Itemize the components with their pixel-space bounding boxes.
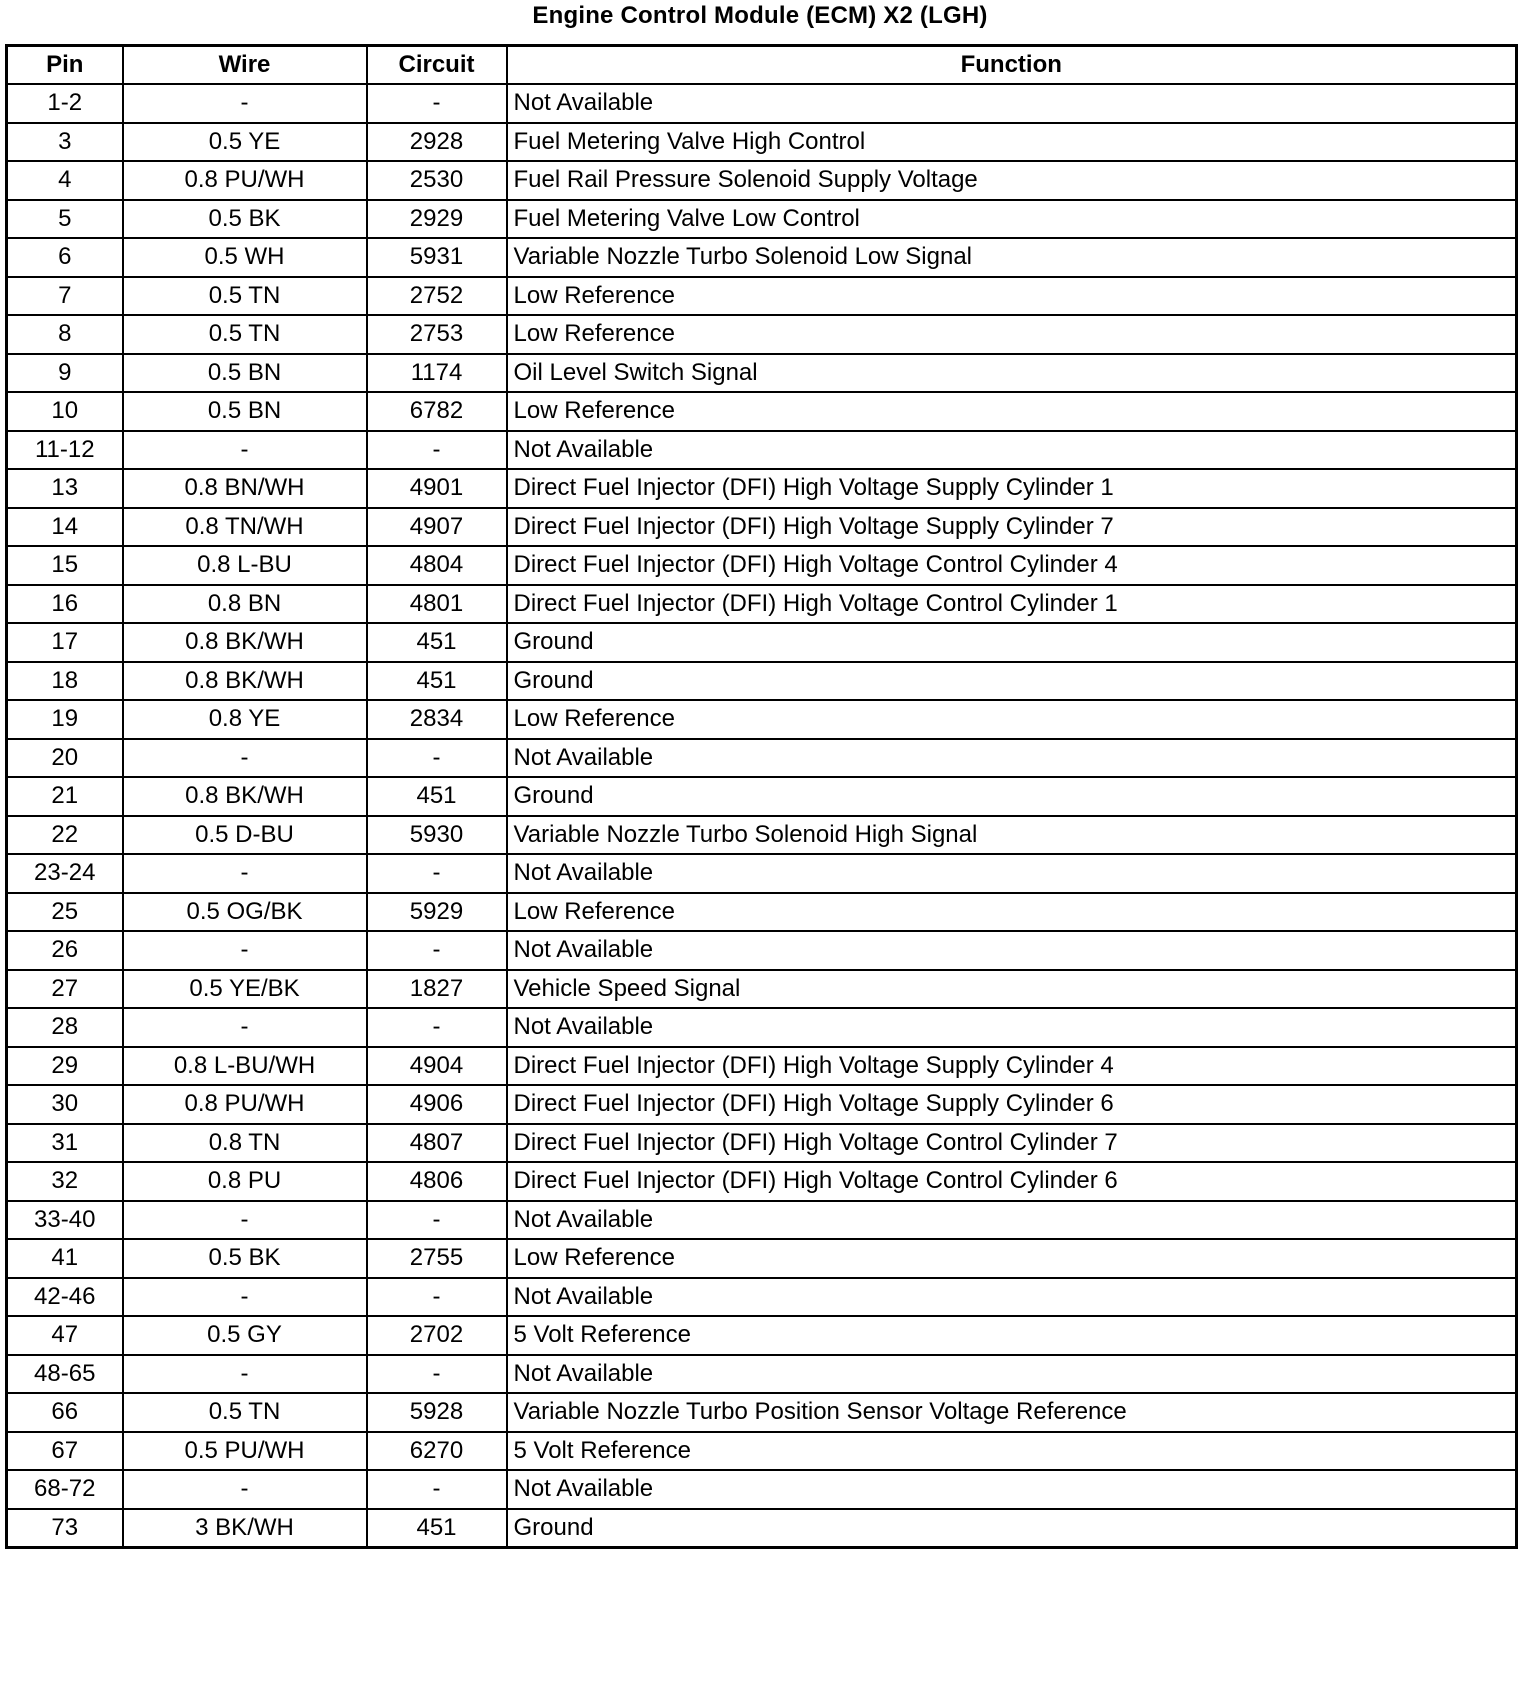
table-row bbox=[7, 469, 1517, 508]
wire-cell: - bbox=[123, 1470, 367, 1509]
wire-cell: - bbox=[123, 1278, 367, 1317]
wire-cell: 0.5 OG/BK bbox=[123, 893, 367, 932]
pin-cell: 25 bbox=[7, 893, 123, 932]
pin-cell: 20 bbox=[7, 739, 123, 778]
circuit-cell: 5929 bbox=[367, 893, 507, 932]
wire-cell: 0.5 YE bbox=[123, 123, 367, 162]
wire-cell: 0.8 BK/WH bbox=[123, 623, 367, 662]
wire-cell: 0.5 BN bbox=[123, 354, 367, 393]
table-row bbox=[7, 392, 1517, 431]
circuit-cell: 2834 bbox=[367, 700, 507, 739]
table-row bbox=[7, 508, 1517, 547]
wire-cell: 3 BK/WH bbox=[123, 1509, 367, 1548]
table-row bbox=[7, 277, 1517, 316]
circuit-cell: 2929 bbox=[367, 200, 507, 239]
wire-cell: 0.5 PU/WH bbox=[123, 1432, 367, 1471]
function-cell: Not Available bbox=[507, 739, 1517, 778]
pin-cell: 68-72 bbox=[7, 1470, 123, 1509]
table-row bbox=[7, 1509, 1517, 1548]
table-header bbox=[7, 46, 1517, 85]
function-cell: Not Available bbox=[507, 431, 1517, 470]
table-row bbox=[7, 970, 1517, 1009]
table-row bbox=[7, 1432, 1517, 1471]
pin-cell: 10 bbox=[7, 392, 123, 431]
circuit-cell: - bbox=[367, 84, 507, 123]
circuit-cell: 5928 bbox=[367, 1393, 507, 1432]
pin-cell: 19 bbox=[7, 700, 123, 739]
wire-cell: 0.5 GY bbox=[123, 1316, 367, 1355]
table-row bbox=[7, 1470, 1517, 1509]
wire-cell: 0.8 BN bbox=[123, 585, 367, 624]
wire-cell: 0.5 BK bbox=[123, 1239, 367, 1278]
table-row bbox=[7, 315, 1517, 354]
pin-cell: 73 bbox=[7, 1509, 123, 1548]
wire-cell: 0.8 PU/WH bbox=[123, 161, 367, 200]
circuit-cell: 1174 bbox=[367, 354, 507, 393]
pin-cell: 1-2 bbox=[7, 84, 123, 123]
function-cell: Not Available bbox=[507, 1355, 1517, 1394]
pin-cell: 11-12 bbox=[7, 431, 123, 470]
table-row bbox=[7, 161, 1517, 200]
function-cell: Low Reference bbox=[507, 392, 1517, 431]
circuit-cell: 451 bbox=[367, 1509, 507, 1548]
function-cell: Ground bbox=[507, 662, 1517, 701]
wire-cell: 0.5 TN bbox=[123, 1393, 367, 1432]
function-cell: Fuel Rail Pressure Solenoid Supply Voltage bbox=[507, 161, 1517, 200]
function-cell: Direct Fuel Injector (DFI) High Voltage Supply Cylinder 4 bbox=[507, 1047, 1517, 1086]
function-cell: Low Reference bbox=[507, 893, 1517, 932]
table-row bbox=[7, 1278, 1517, 1317]
table-row bbox=[7, 623, 1517, 662]
circuit-cell: 4907 bbox=[367, 508, 507, 547]
function-cell: Ground bbox=[507, 777, 1517, 816]
wire-cell: 0.5 TN bbox=[123, 277, 367, 316]
function-cell: 5 Volt Reference bbox=[507, 1432, 1517, 1471]
pin-cell: 9 bbox=[7, 354, 123, 393]
header-function: Function bbox=[507, 46, 1517, 85]
wire-cell: - bbox=[123, 84, 367, 123]
pin-cell: 32 bbox=[7, 1162, 123, 1201]
pin-cell: 8 bbox=[7, 315, 123, 354]
table-row bbox=[7, 931, 1517, 970]
header-pin: Pin bbox=[7, 46, 123, 85]
wire-cell: 0.5 YE/BK bbox=[123, 970, 367, 1009]
circuit-cell: 4901 bbox=[367, 469, 507, 508]
pin-cell: 42-46 bbox=[7, 1278, 123, 1317]
table-row bbox=[7, 238, 1517, 277]
function-cell: 5 Volt Reference bbox=[507, 1316, 1517, 1355]
circuit-cell: - bbox=[367, 1355, 507, 1394]
table-row bbox=[7, 1355, 1517, 1394]
circuit-cell: 4904 bbox=[367, 1047, 507, 1086]
pin-cell: 41 bbox=[7, 1239, 123, 1278]
function-cell: Direct Fuel Injector (DFI) High Voltage Supply Cylinder 1 bbox=[507, 469, 1517, 508]
circuit-cell: - bbox=[367, 1201, 507, 1240]
function-cell: Fuel Metering Valve Low Control bbox=[507, 200, 1517, 239]
circuit-cell: - bbox=[367, 739, 507, 778]
pin-cell: 7 bbox=[7, 277, 123, 316]
circuit-cell: 5931 bbox=[367, 238, 507, 277]
circuit-cell: 1827 bbox=[367, 970, 507, 1009]
table-row bbox=[7, 1316, 1517, 1355]
circuit-cell: 2530 bbox=[367, 161, 507, 200]
circuit-cell: 4804 bbox=[367, 546, 507, 585]
table-row bbox=[7, 1008, 1517, 1047]
wire-cell: - bbox=[123, 854, 367, 893]
function-cell: Low Reference bbox=[507, 1239, 1517, 1278]
table-row bbox=[7, 893, 1517, 932]
pin-cell: 33-40 bbox=[7, 1201, 123, 1240]
wire-cell: - bbox=[123, 1201, 367, 1240]
pin-cell: 29 bbox=[7, 1047, 123, 1086]
circuit-cell: 4906 bbox=[367, 1085, 507, 1124]
header-circuit: Circuit bbox=[367, 46, 507, 85]
table-row bbox=[7, 662, 1517, 701]
circuit-cell: 4801 bbox=[367, 585, 507, 624]
table-row bbox=[7, 1201, 1517, 1240]
pin-cell: 66 bbox=[7, 1393, 123, 1432]
table-row bbox=[7, 431, 1517, 470]
wire-cell: 0.8 L-BU/WH bbox=[123, 1047, 367, 1086]
wire-cell: 0.8 YE bbox=[123, 700, 367, 739]
function-cell: Low Reference bbox=[507, 315, 1517, 354]
table-row bbox=[7, 1085, 1517, 1124]
table-row bbox=[7, 739, 1517, 778]
function-cell: Fuel Metering Valve High Control bbox=[507, 123, 1517, 162]
pin-cell: 17 bbox=[7, 623, 123, 662]
pin-cell: 4 bbox=[7, 161, 123, 200]
circuit-cell: 2753 bbox=[367, 315, 507, 354]
wire-cell: 0.5 BK bbox=[123, 200, 367, 239]
circuit-cell: 451 bbox=[367, 623, 507, 662]
header-row bbox=[7, 46, 1517, 85]
wire-cell: - bbox=[123, 739, 367, 778]
function-cell: Direct Fuel Injector (DFI) High Voltage Supply Cylinder 7 bbox=[507, 508, 1517, 547]
wire-cell: 0.8 TN/WH bbox=[123, 508, 367, 547]
wire-cell: 0.8 L-BU bbox=[123, 546, 367, 585]
pin-cell: 15 bbox=[7, 546, 123, 585]
pin-cell: 47 bbox=[7, 1316, 123, 1355]
function-cell: Direct Fuel Injector (DFI) High Voltage Control Cylinder 1 bbox=[507, 585, 1517, 624]
function-cell: Not Available bbox=[507, 1278, 1517, 1317]
function-cell: Variable Nozzle Turbo Position Sensor Voltage Reference bbox=[507, 1393, 1517, 1432]
circuit-cell: - bbox=[367, 1278, 507, 1317]
table-row bbox=[7, 777, 1517, 816]
circuit-cell: - bbox=[367, 431, 507, 470]
circuit-cell: - bbox=[367, 854, 507, 893]
pin-cell: 23-24 bbox=[7, 854, 123, 893]
function-cell: Vehicle Speed Signal bbox=[507, 970, 1517, 1009]
pin-cell: 16 bbox=[7, 585, 123, 624]
wire-cell: - bbox=[123, 431, 367, 470]
function-cell: Ground bbox=[507, 623, 1517, 662]
circuit-cell: - bbox=[367, 1008, 507, 1047]
table-row bbox=[7, 816, 1517, 855]
circuit-cell: 4806 bbox=[367, 1162, 507, 1201]
wire-cell: - bbox=[123, 1355, 367, 1394]
wire-cell: 0.5 D-BU bbox=[123, 816, 367, 855]
pin-cell: 3 bbox=[7, 123, 123, 162]
pin-cell: 6 bbox=[7, 238, 123, 277]
wire-cell: 0.5 TN bbox=[123, 315, 367, 354]
function-cell: Variable Nozzle Turbo Solenoid High Signal bbox=[507, 816, 1517, 855]
function-cell: Not Available bbox=[507, 1201, 1517, 1240]
function-cell: Not Available bbox=[507, 1470, 1517, 1509]
table-row bbox=[7, 585, 1517, 624]
table-row bbox=[7, 546, 1517, 585]
pin-cell: 22 bbox=[7, 816, 123, 855]
function-cell: Not Available bbox=[507, 84, 1517, 123]
table-row bbox=[7, 1162, 1517, 1201]
connector-pinout-table bbox=[5, 44, 1518, 1549]
pin-cell: 26 bbox=[7, 931, 123, 970]
pin-cell: 5 bbox=[7, 200, 123, 239]
circuit-cell: 6270 bbox=[367, 1432, 507, 1471]
wire-cell: 0.8 PU bbox=[123, 1162, 367, 1201]
table-row bbox=[7, 354, 1517, 393]
function-cell: Variable Nozzle Turbo Solenoid Low Signal bbox=[507, 238, 1517, 277]
table-row bbox=[7, 1393, 1517, 1432]
circuit-cell: 2928 bbox=[367, 123, 507, 162]
circuit-cell: 6782 bbox=[367, 392, 507, 431]
function-cell: Not Available bbox=[507, 931, 1517, 970]
circuit-cell: 2752 bbox=[367, 277, 507, 316]
table-row bbox=[7, 1239, 1517, 1278]
function-cell: Low Reference bbox=[507, 277, 1517, 316]
wire-cell: 0.8 TN bbox=[123, 1124, 367, 1163]
circuit-cell: 5930 bbox=[367, 816, 507, 855]
pin-cell: 31 bbox=[7, 1124, 123, 1163]
function-cell: Direct Fuel Injector (DFI) High Voltage Control Cylinder 4 bbox=[507, 546, 1517, 585]
pin-cell: 18 bbox=[7, 662, 123, 701]
wire-cell: - bbox=[123, 1008, 367, 1047]
circuit-cell: - bbox=[367, 931, 507, 970]
table-row bbox=[7, 1124, 1517, 1163]
function-cell: Low Reference bbox=[507, 700, 1517, 739]
table-row bbox=[7, 84, 1517, 123]
circuit-cell: 2755 bbox=[367, 1239, 507, 1278]
function-cell: Direct Fuel Injector (DFI) High Voltage Supply Cylinder 6 bbox=[507, 1085, 1517, 1124]
pin-cell: 27 bbox=[7, 970, 123, 1009]
circuit-cell: 2702 bbox=[367, 1316, 507, 1355]
table-row bbox=[7, 1047, 1517, 1086]
table-row bbox=[7, 854, 1517, 893]
table-body bbox=[7, 84, 1517, 1547]
wire-cell: 0.8 PU/WH bbox=[123, 1085, 367, 1124]
function-cell: Not Available bbox=[507, 854, 1517, 893]
wire-cell: 0.5 WH bbox=[123, 238, 367, 277]
circuit-cell: 451 bbox=[367, 662, 507, 701]
circuit-cell: - bbox=[367, 1470, 507, 1509]
function-cell: Direct Fuel Injector (DFI) High Voltage Control Cylinder 6 bbox=[507, 1162, 1517, 1201]
function-cell: Oil Level Switch Signal bbox=[507, 354, 1517, 393]
pin-cell: 30 bbox=[7, 1085, 123, 1124]
pin-cell: 21 bbox=[7, 777, 123, 816]
pin-cell: 28 bbox=[7, 1008, 123, 1047]
table-row bbox=[7, 123, 1517, 162]
wire-cell: 0.8 BK/WH bbox=[123, 777, 367, 816]
function-cell: Direct Fuel Injector (DFI) High Voltage Control Cylinder 7 bbox=[507, 1124, 1517, 1163]
function-cell: Not Available bbox=[507, 1008, 1517, 1047]
table-row bbox=[7, 200, 1517, 239]
page-title: Engine Control Module (ECM) X2 (LGH) bbox=[532, 2, 988, 29]
pin-cell: 13 bbox=[7, 469, 123, 508]
pin-cell: 14 bbox=[7, 508, 123, 547]
table-row bbox=[7, 700, 1517, 739]
wire-cell: 0.8 BK/WH bbox=[123, 662, 367, 701]
wire-cell: - bbox=[123, 931, 367, 970]
wire-cell: 0.8 BN/WH bbox=[123, 469, 367, 508]
pin-cell: 48-65 bbox=[7, 1355, 123, 1394]
header-wire: Wire bbox=[123, 46, 367, 85]
function-cell: Ground bbox=[507, 1509, 1517, 1548]
wire-cell: 0.5 BN bbox=[123, 392, 367, 431]
circuit-cell: 451 bbox=[367, 777, 507, 816]
pin-cell: 67 bbox=[7, 1432, 123, 1471]
circuit-cell: 4807 bbox=[367, 1124, 507, 1163]
